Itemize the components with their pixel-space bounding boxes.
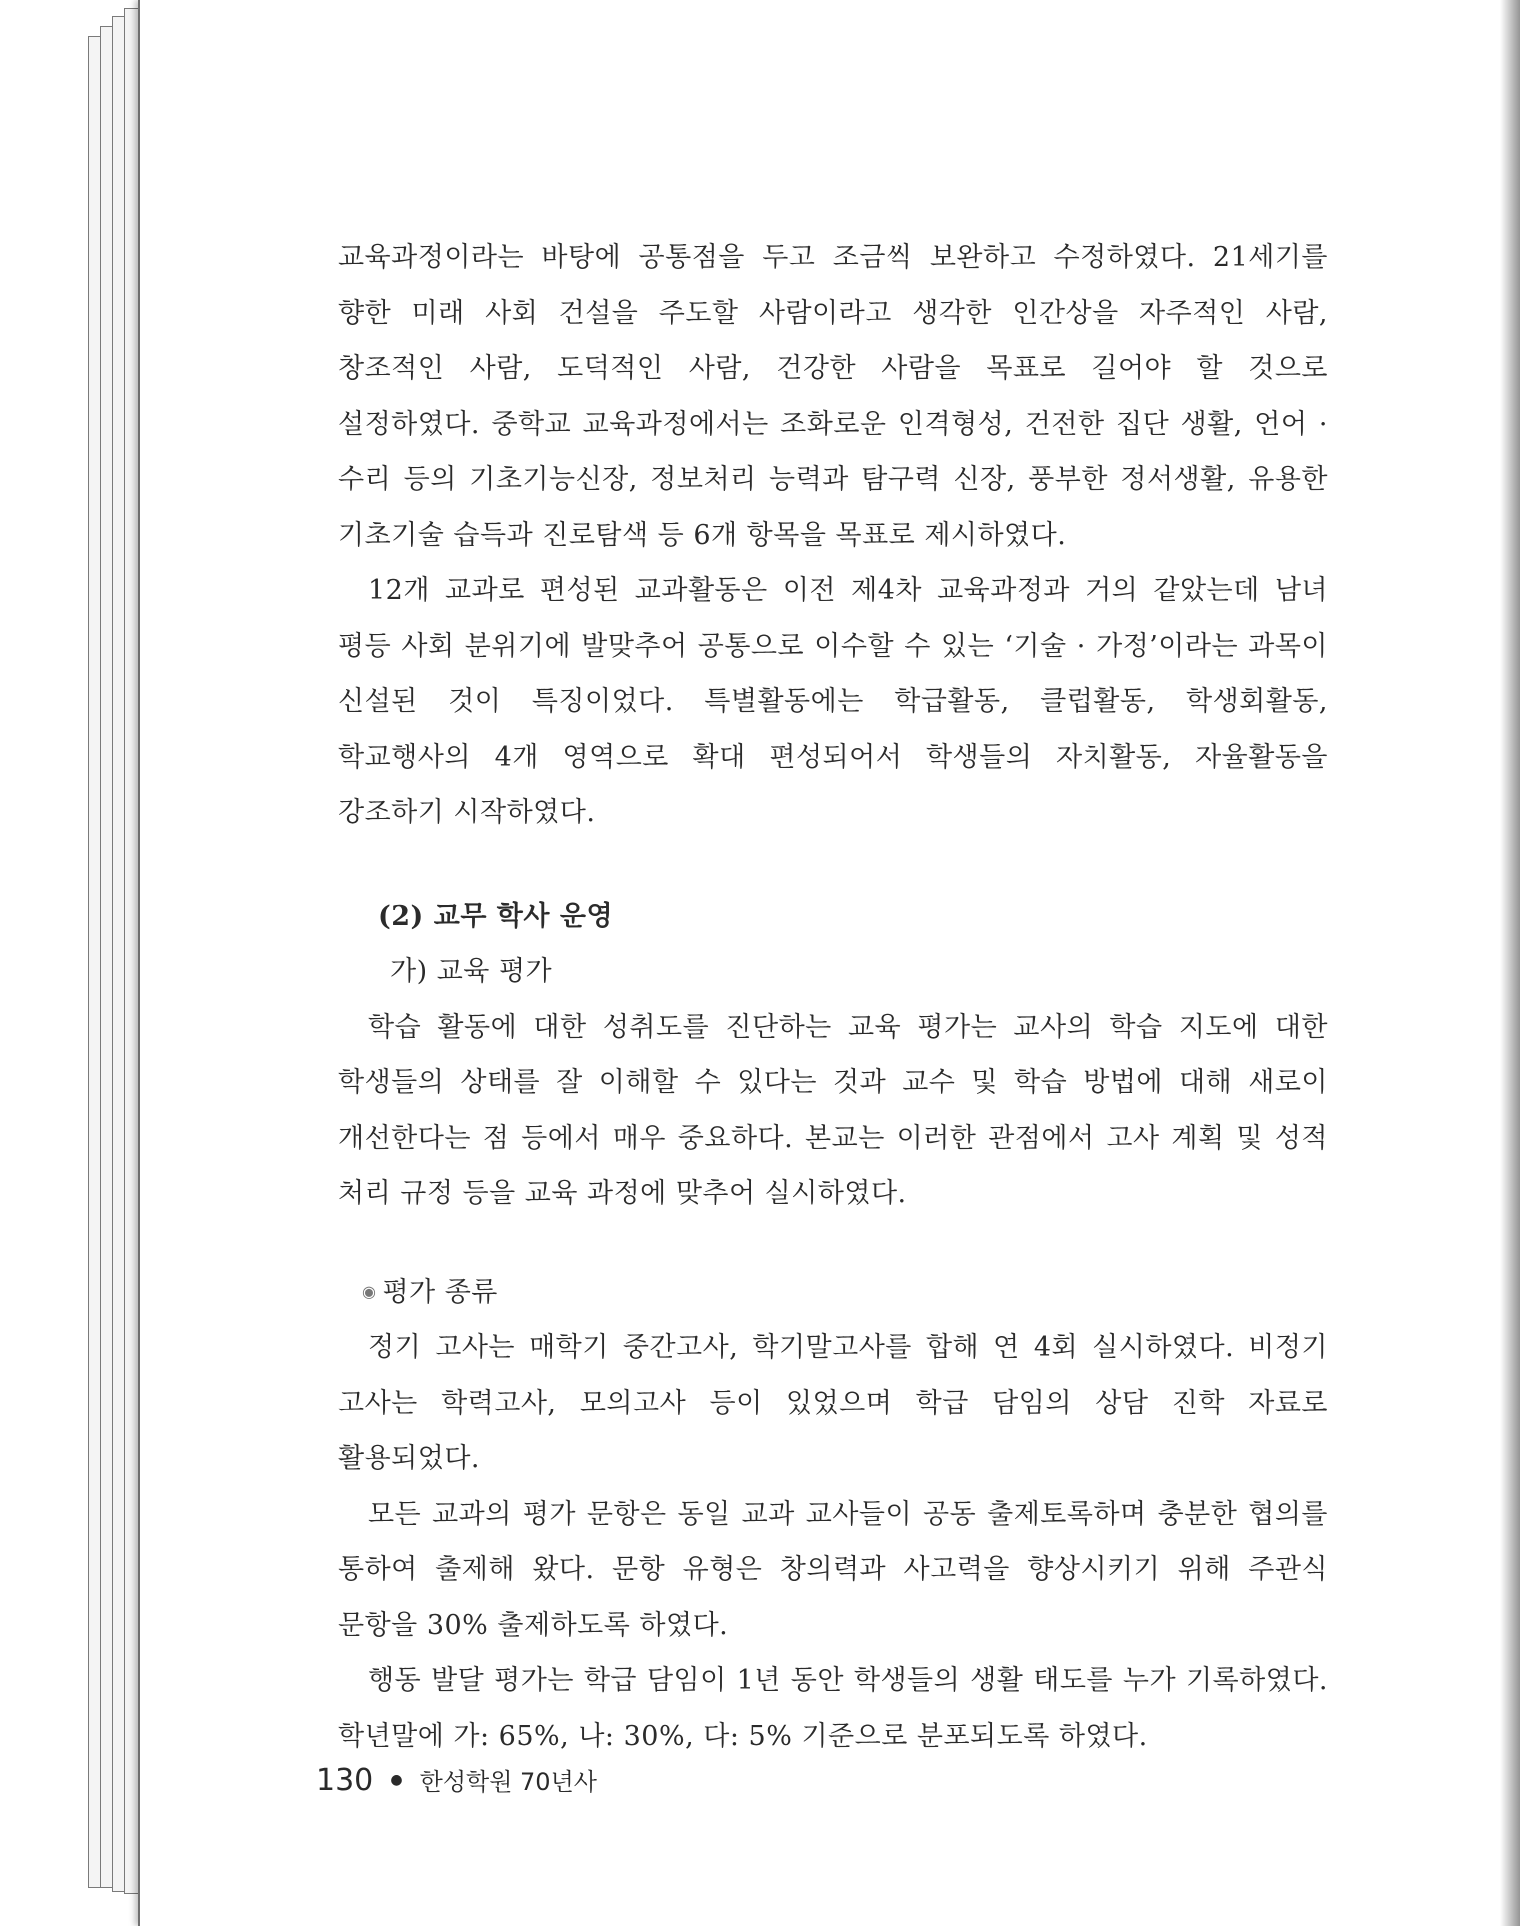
body-paragraph: 12개 교과로 편성된 교과활동은 이전 제4차 교육과정과 거의 같았는데 남녀 평등 사회 분위기에 발맞추어 공통으로 이수할 수 있는 ‘기술 · 가정’이라는 과목이 신설된 것이 특징이었다. 특별활동에는 학급활동, 클럽활동, 학생회활동, 학교행사의 4개 영역으로 확대 편성되어서 학생들의 자치활동, 자율활동을 강조하기 시작하였다. [338, 575, 1328, 828]
book-title: 한성학원 70년사 [419, 1768, 597, 1796]
bullet-heading-label: 평가 종류 [382, 1276, 498, 1308]
page-number: 130 [316, 1763, 374, 1798]
body-paragraph: 학습 활동에 대한 성취도를 진단하는 교육 평가는 교사의 학습 지도에 대한 학생들의 상태를 잘 이해할 수 있다는 것과 교수 및 학습 방법에 대해 새로이 개선한다는 점 등에서 매우 중요하다. 본교는 이러한 관점에서 고사 계획 및 성적 처리 규정 등을 교육 과정에 맞추어 실시하였다. [338, 1011, 1328, 1209]
bullet-icon: ◉ [362, 1281, 377, 1301]
body-paragraph: 모든 교과의 평가 문항은 동일 교과 교사들이 공동 출제토록하며 충분한 협의를 통하여 출제해 왔다. 문항 유형은 창의력과 사고력을 향상시키기 위해 주관식 문항을 30% 출제하도록 하였다. [338, 1498, 1328, 1641]
section-heading: (2) 교무 학사 운영 [378, 900, 614, 932]
body-paragraph: 교육과정이라는 바탕에 공통점을 두고 조금씩 보완하고 수정하였다. 21세기를 향한 미래 사회 건설을 주도할 사람이라고 생각한 인간상을 자주적인 사람, 창조적인 사람, 도덕적인 사람, 건강한 사람을 목표로 길어야 할 것으로 설정하였다. 중학교 교육과정에서는 조화로운 인격형성, 건전한 집단 생활, 언어 · 수리 등의 기초기능신장, 정보처리 능력과 탐구력 신장, 풍부한 정서생활, 유용한 기초기술 습득과 진로탐색 등 6개 항목을 목표로 제시하였다. [338, 242, 1328, 551]
body-paragraph: 정기 고사는 매학기 중간고사, 학기말고사를 합해 연 4회 실시하였다. 비정기 고사는 학력고사, 모의고사 등이 있었으며 학급 담임의 상담 진학 자료로 활용되었다. [338, 1332, 1328, 1474]
bullet-heading [338, 1264, 1328, 1321]
subsection-heading: 가) 교육 평가 [390, 956, 553, 987]
page-content [338, 230, 1328, 1764]
body-paragraph: 행동 발달 평가는 학급 담임이 1년 동안 학생들의 생활 태도를 누가 기록하였다. 학년말에 가: 65%, 나: 30%, 다: 5% 기준으로 분포되도록 하였다. [338, 1665, 1328, 1752]
page-shadow [1500, 0, 1520, 1926]
footer-separator-icon: ● [390, 1772, 403, 1788]
page-footer [316, 1762, 597, 1798]
